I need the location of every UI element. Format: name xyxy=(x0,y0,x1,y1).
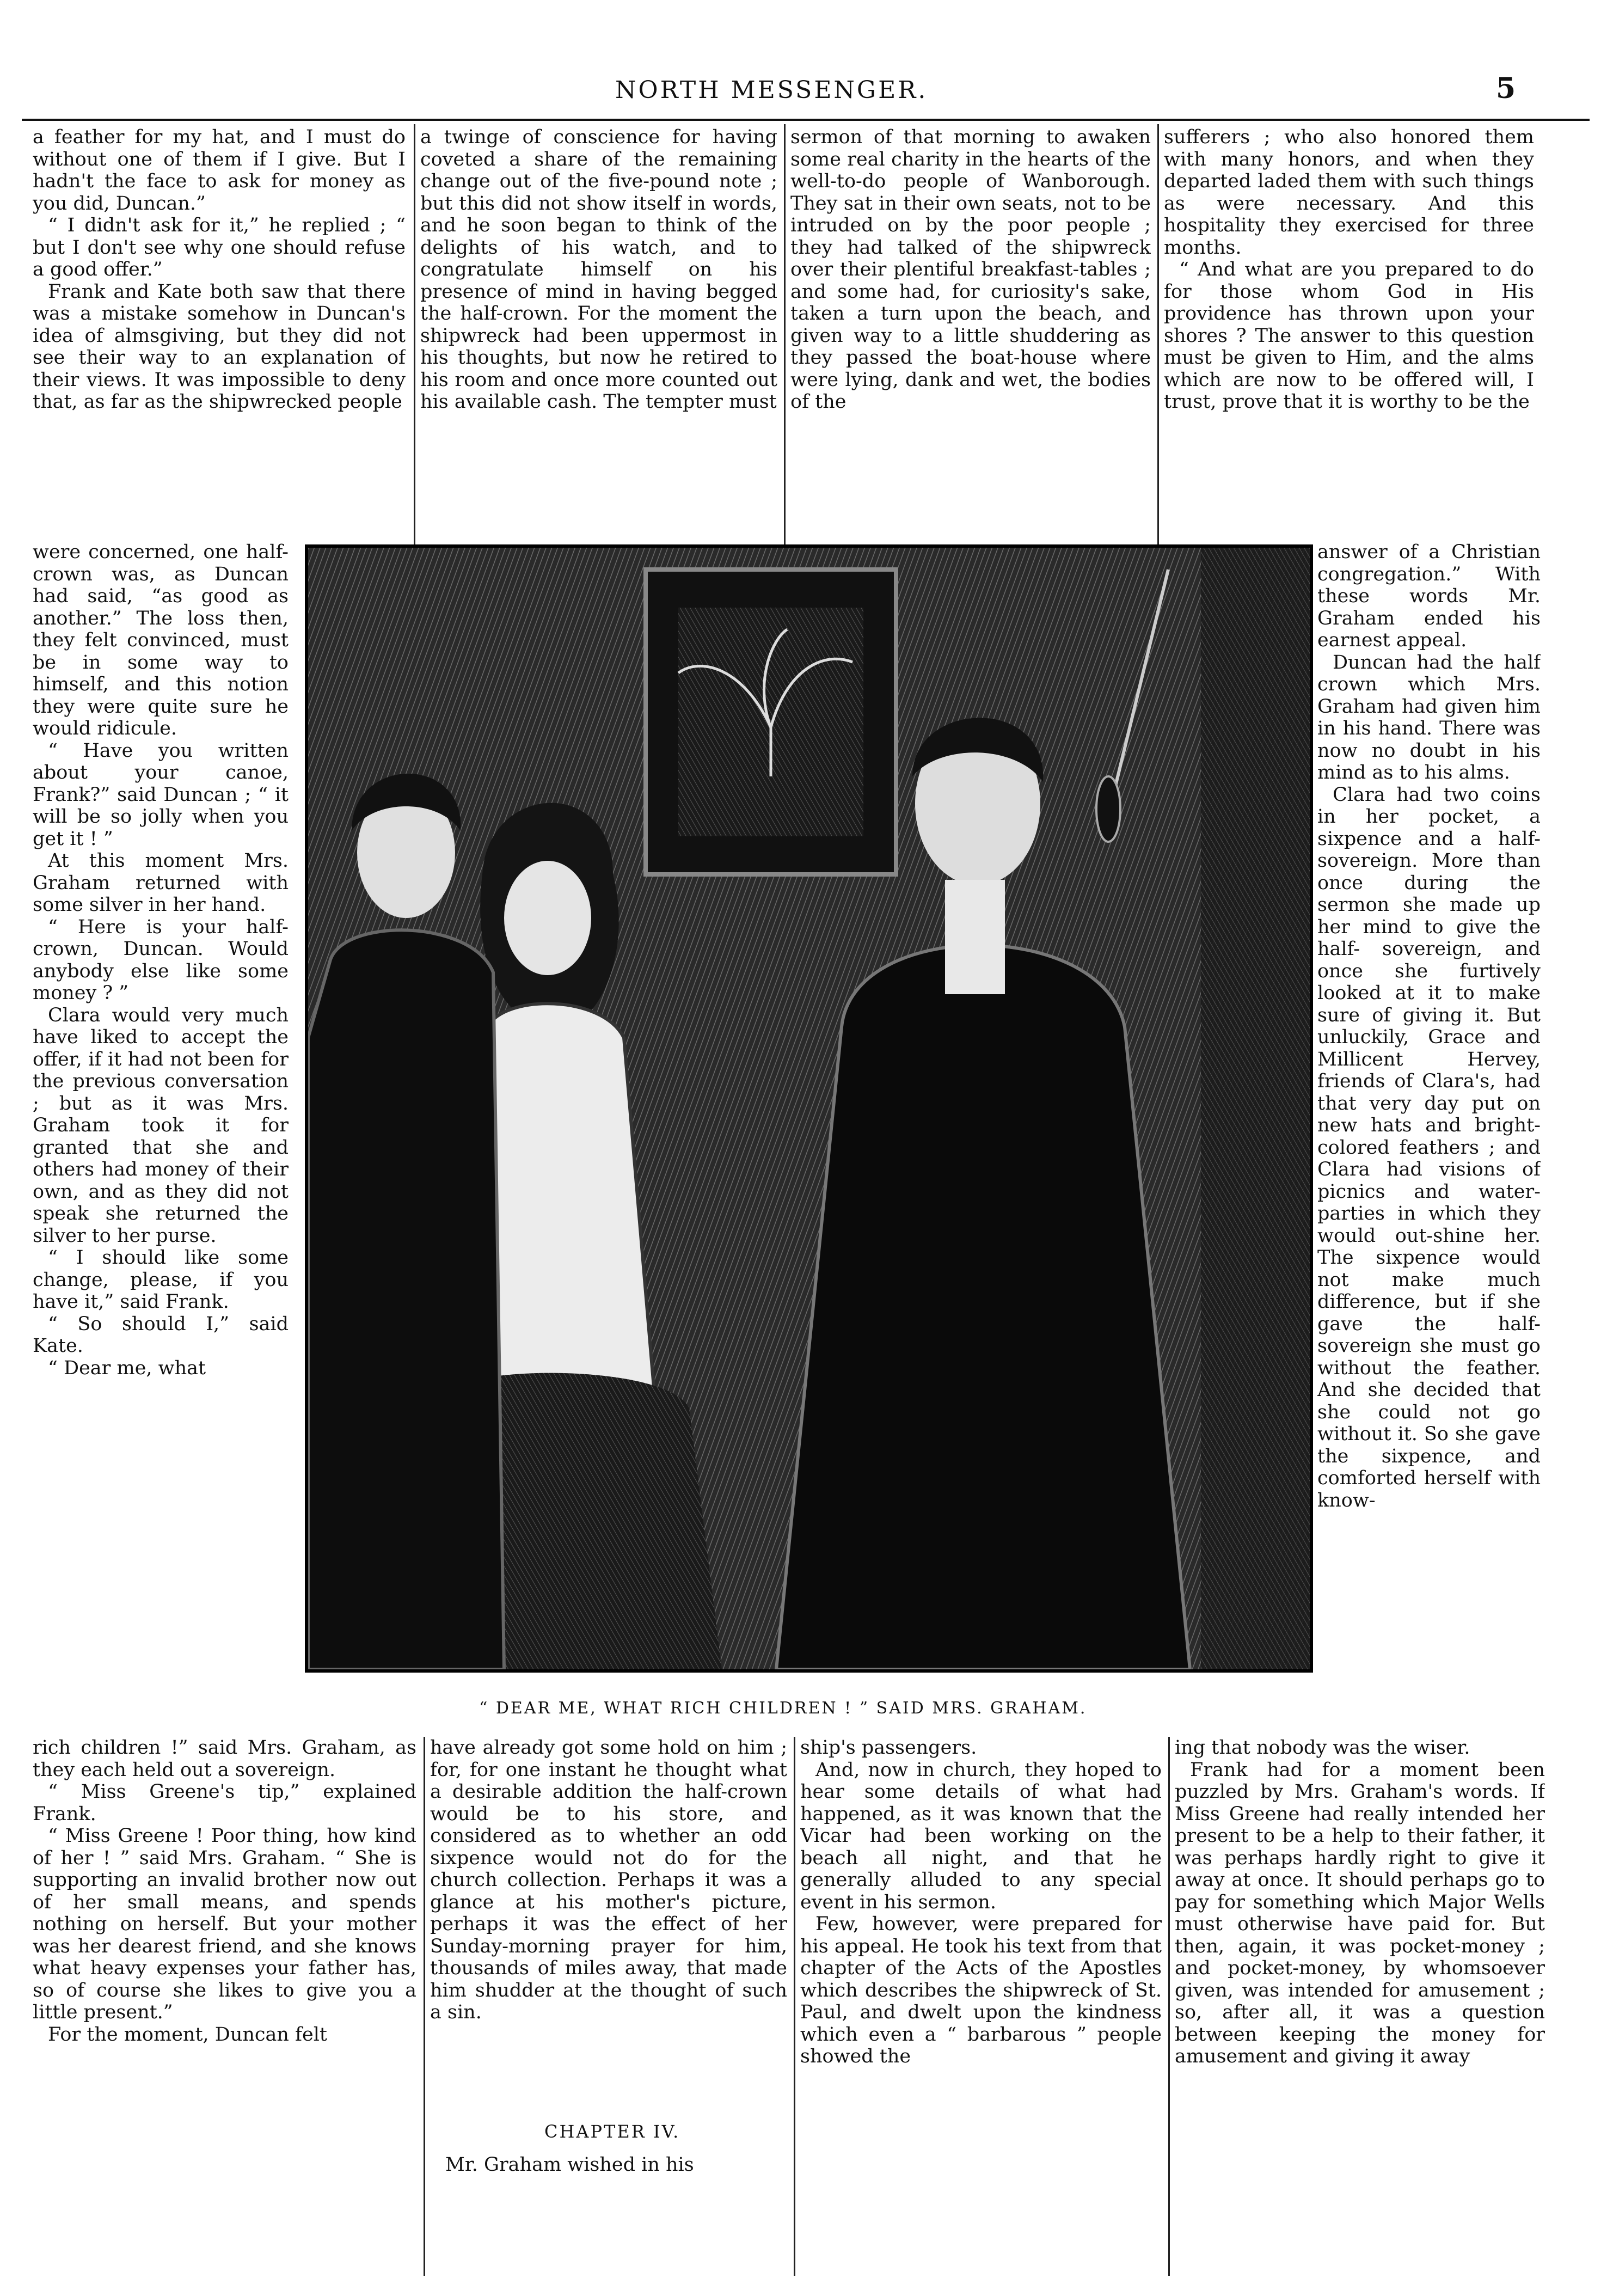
column-4-bottom xyxy=(1175,1737,1545,2281)
paragraph: ing that nobody was the wiser. xyxy=(1175,1737,1470,1759)
paragraph: “ And what are you prepared to do for those whom God in His providence has thrown upon your shores ? The answer to this question must be given to Him, and the alms which are now to be offered will, I trust, prove that it is worthy to be the xyxy=(1164,259,1534,413)
paragraph: sermon of that morning to awaken some real charity in the hearts of the well-to-do people of Wanborough. They sat in their own seats, not to be intruded on by the poor people ; they had talked of the shipwreck over their plentiful breakfast-tables ; and some had, for curiosity's sake, taken a turn upon the beach, and given way to a little shuddering as they passed the boat-house where were lying, dank and wet, the bodies of the xyxy=(790,126,1151,413)
column-rule xyxy=(794,1737,795,2276)
paragraph: “ Have you written about your canoe, Frank?” said Duncan ; “ it will be so jolly when you get it ! ” xyxy=(33,739,289,850)
paragraph: “ Here is your half-crown, Duncan. Would anybody else like some money ? ” xyxy=(33,916,289,1004)
paragraph: a twinge of conscience for having coveted a share of the remaining change out of the five-pound note ; but this did not show itself in words, and he soon began to think of the delights of his watch, and to congratulate himself on his presence of mind in having begged the half-crown. For the moment the shipwreck had been uppermost in his thoughts, but now he retired to his room and once more counted out his available cash. The tempter must xyxy=(420,126,777,413)
paragraph: And, now in church, they hoped to hear some details of what had happened, as it was known that the Vicar had been working on the beach all night, and that he generally alluded to any special event in his sermon. xyxy=(800,1759,1162,1913)
illustration-caption: “ DEAR ME, WHAT RICH CHILDREN ! ” SAID MRS. GRAHAM. xyxy=(479,1699,1087,1718)
paragraph: have already got some hold on him ; for, for one instant he thought what a desirable addition the half-crown would be to his store, and considered as to whether an odd sixpence would not do for the church collection. Perhaps it was a glance at his mother's picture, perhaps it was the effect of her Sunday-morning prayer for him, thousands of miles away, that made him shudder at the thought of such a sin. xyxy=(430,1737,787,2023)
column-1-narrow xyxy=(33,541,289,1711)
paragraph: “ Miss Greene's tip,” explained Frank. xyxy=(33,1781,416,1825)
paragraph: “ Miss Greene ! Poor thing, how kind of her ! ” said Mrs. Graham. “ She is supporting an invalid brother now out of her small means, and spends nothing on herself. But your mother was her dearest friend, and she knows what heavy expenses your father has, so of course she likes to give you a little present.” xyxy=(33,1825,416,2023)
page-number: 5 xyxy=(1496,72,1516,105)
paragraph: Few, however, were prepared for his appeal. He took his text from that chapter of the Acts of the Apostles which describes the shipwreck of St. Paul, and dwelt upon the kindness which even a “ barbarous ” people showed the xyxy=(800,1913,1162,2067)
paragraph: “ Dear me, what xyxy=(48,1357,206,1379)
column-rule xyxy=(784,124,786,549)
paragraph: “ I didn't ask for it,” he replied ; “ but I don't see why one should refuse a good offer.” xyxy=(33,215,406,280)
column-rule xyxy=(414,124,415,549)
column-2-bottom xyxy=(430,1737,787,2096)
column-4-top xyxy=(1164,126,1534,541)
paragraph: Clara had two coins in her pocket, a sixpence and a half-sovereign. More than once during the sermon she made up her mind to give the half- sovereign, and once she furtively looked at it to make sure of giving it. But unluckily, Grace and Millicent Hervey, friends of Clara's, had that very day put on new hats and bright-colored feathers ; and Clara had visions of picnics and water-parties in which they would out-shine her. The sixpence would not make much difference, but if she gave the half-sovereign she must go without the feather. And she decided that she could not go without it. So she gave the sixpence, and comforted herself with know- xyxy=(1317,783,1541,1511)
paragraph: Frank and Kate both saw that there was a mistake somehow in Duncan's idea of almsgiving, but they did not see their way to an explanation of their views. It was impossible to deny that, as far as the shipwrecked people xyxy=(33,280,406,413)
paragraph: were concerned, one half-crown was, as Duncan had said, “as good as another.” The loss then, they felt convinced, must be in some way to himself, and this notion they were quite sure he would ridicule. xyxy=(33,541,289,739)
engraving-illustration xyxy=(305,544,1313,1673)
paragraph: answer of a Christian congregation.” With these words Mr. Graham ended his earnest appeal. xyxy=(1317,541,1541,651)
paragraph: ship's passengers. xyxy=(800,1737,977,1759)
header-rule xyxy=(22,119,1590,121)
column-3-top xyxy=(790,126,1151,541)
column-2-end xyxy=(430,2154,787,2181)
paragraph: “ I should like some change, please, if you have it,” said Frank. xyxy=(33,1247,289,1313)
paragraph: sufferers ; who also honored them with many honors, and when they departed laded them with such things as were necessary. And this hospitality they exercised for three months. xyxy=(1164,126,1534,259)
column-rule xyxy=(1168,1737,1170,2276)
paragraph: At this moment Mrs. Graham returned with some silver in her hand. xyxy=(33,850,289,916)
paragraph: Frank had for a moment been puzzled by Mrs. Graham's words. If Miss Greene had really intended her present to be a help to their father, it was perhaps hardly right to give it away at once. It should perhaps go to pay for something which Major Wells must otherwise have paid for. But then, again, it was pocket-money ; and pocket-money, by whomsoever given, was intended for amusement ; so, after all, it was a question between keeping the money for amusement and giving it away xyxy=(1175,1759,1545,2067)
engraving-drawing xyxy=(308,548,1310,1669)
paragraph: For the moment, Duncan felt xyxy=(48,2023,327,2046)
publication-title: NORTH MESSENGER. xyxy=(615,76,928,104)
paragraph: rich children !” said Mrs. Graham, as they each held out a sovereign. xyxy=(33,1737,416,1781)
column-rule xyxy=(1157,124,1159,549)
paragraph: “ So should I,” said Kate. xyxy=(33,1313,289,1357)
column-1-bottom xyxy=(33,1737,416,2281)
column-2-top xyxy=(420,126,777,541)
paragraph: Mr. Graham wished in his xyxy=(445,2154,694,2176)
column-rule xyxy=(424,1737,425,2276)
paragraph: Clara would very much have liked to accept the offer, if it had not been for the previous conversation ; but as it was Mrs. Graham took it for granted that she and others had money of their own, and as they did not speak she returned the silver to her purse. xyxy=(33,1004,289,1247)
paragraph: a feather for my hat, and I must do without one of them if I give. But I hadn't the face to ask for money as you did, Duncan.” xyxy=(33,126,406,215)
column-4-narrow xyxy=(1317,541,1541,1711)
column-3-bottom xyxy=(800,1737,1162,2281)
chapter-heading: CHAPTER IV. xyxy=(544,2121,680,2142)
paragraph: Duncan had the half crown which Mrs. Graham had given him in his hand. There was now no doubt in his mind as to his alms. xyxy=(1317,651,1541,783)
column-1-top xyxy=(33,126,406,541)
